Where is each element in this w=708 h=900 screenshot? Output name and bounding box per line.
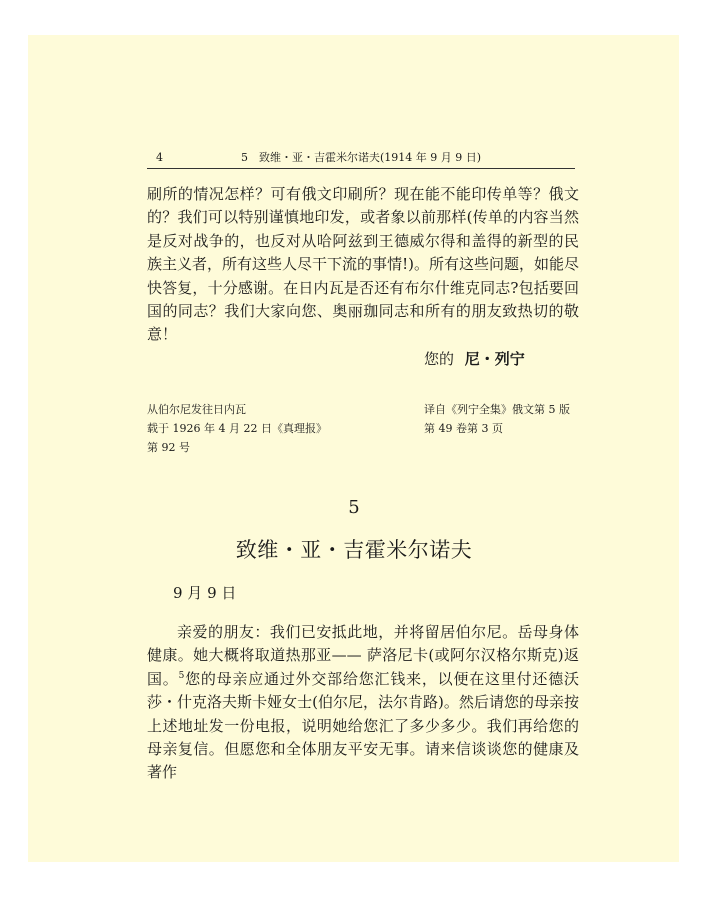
- source-notes-right: [424, 400, 570, 438]
- running-header: [147, 150, 575, 169]
- note-line: 从伯尔尼发往日内瓦: [147, 403, 246, 416]
- source-notes-left: [147, 400, 327, 457]
- footnote-reference[interactable]: 5: [178, 670, 185, 681]
- signature-name: 尼・列宁: [464, 350, 525, 368]
- note-line: 第 49 卷第 3 页: [424, 422, 503, 435]
- letter-date: 9 月 9 日: [173, 584, 237, 602]
- document-title: 致维・亚・吉霍米尔诺夫: [235, 538, 473, 562]
- running-title: 5 致维・亚・吉霍米尔诺夫(1914 年 9 月 9 日): [241, 151, 482, 164]
- body-text-after-note: 您的母亲应通过外交部给您汇钱来，以便在这里付还德沃莎・什克洛夫斯卡娅女士(伯尔尼，法尔肯路)。然后请您的母亲按上述地址发一份电报，说明她给您汇了多少多少。我们再给您的母亲复信。但愿您和全体朋友平安无事。请来信谈谈您的健康及著作: [147, 669, 579, 782]
- note-line: 第 92 号: [147, 441, 190, 454]
- closing-text: 您的: [424, 350, 455, 368]
- note-line: 译自《列宁全集》俄文第 5 版: [424, 403, 570, 416]
- signature-line: [424, 350, 525, 368]
- letter-body-paragraph: [147, 621, 579, 785]
- document-number: 5: [348, 497, 360, 518]
- body-text-before-note: 亲爱的朋友：我们已安抵此地，并将留居伯尔尼。岳母身体健康。她大概将取道热那亚—— 萨洛尼卡(或阿尔汉格尔斯克)返国。: [147, 623, 579, 688]
- page-number: 4: [156, 151, 163, 164]
- letter-tail-paragraph: 刷所的情况怎样？可有俄文印刷所？现在能不能印传单等？俄文的？我们可以特别谨慎地印发，或者象以前那样(传单的内容当然是反对战争的，也反对从哈阿兹到王德威尔得和盖得的新型的民族主义者，所有这些人尽干下流的事情!)。所有这些问题，如能尽快答复，十分感谢。在日内瓦是否还有布尔什维克同志?包括要回国的同志？我们大家向您、奥丽珈同志和所有的朋友致热切的敬意！: [147, 185, 579, 344]
- note-line: 载于 1926 年 4 月 22 日《真理报》: [147, 422, 327, 435]
